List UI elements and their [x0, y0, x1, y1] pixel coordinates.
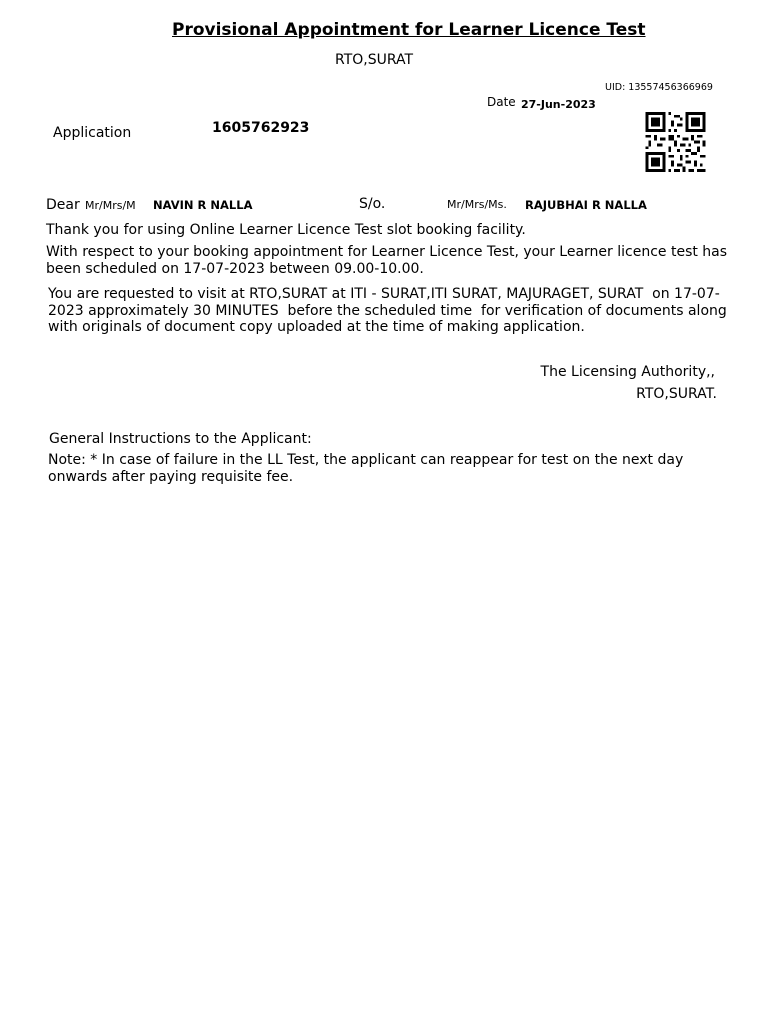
instructions-note: Note: * In case of failure in the LL Test, the applicant can reappear for test on the next day onwards after paying requisite fee.: [48, 452, 688, 485]
application-number: 1605762923: [212, 120, 310, 136]
authority-signature: The Licensing Authority,,: [540, 364, 715, 380]
dear-salutation: Dear: [46, 197, 80, 213]
schedule-paragraph: With respect to your booking appointment for Learner Licence Test, your Learner licence test has been scheduled on 17-07-2023 between 09.00-10.00.: [46, 244, 732, 277]
date-label: Date: [487, 95, 516, 109]
instructions-heading: General Instructions to the Applicant:: [49, 431, 312, 447]
qr-code-icon: [644, 112, 707, 172]
son-of-label: S/o.: [359, 196, 386, 212]
rto-office: RTO,SURAT: [335, 52, 414, 68]
application-label: Application: [53, 125, 132, 141]
father-name: RAJUBHAI R NALLA: [525, 198, 647, 212]
applicant-name: NAVIN R NALLA: [153, 198, 253, 212]
date-value: 27-Jun-2023: [521, 98, 596, 111]
father-title: Mr/Mrs/Ms.: [447, 198, 507, 211]
authority-office: RTO,SURAT.: [636, 386, 717, 402]
page-title: Provisional Appointment for Learner Licence Test: [172, 20, 646, 40]
visit-paragraph: You are requested to visit at RTO,SURAT at ITI - SURAT,ITI SURAT, MAJURAGET, SURAT on 17-07-2023 approximately 30 MINUTES before the scheduled time for verification of documents along with originals of document copy uploaded at the time of making application.: [48, 286, 732, 335]
applicant-title: Mr/Mrs/M: [85, 199, 136, 212]
thanks-paragraph: Thank you for using Online Learner Licence Test slot booking facility.: [46, 222, 526, 238]
uid-number: UID: 13557456366969: [605, 82, 713, 93]
